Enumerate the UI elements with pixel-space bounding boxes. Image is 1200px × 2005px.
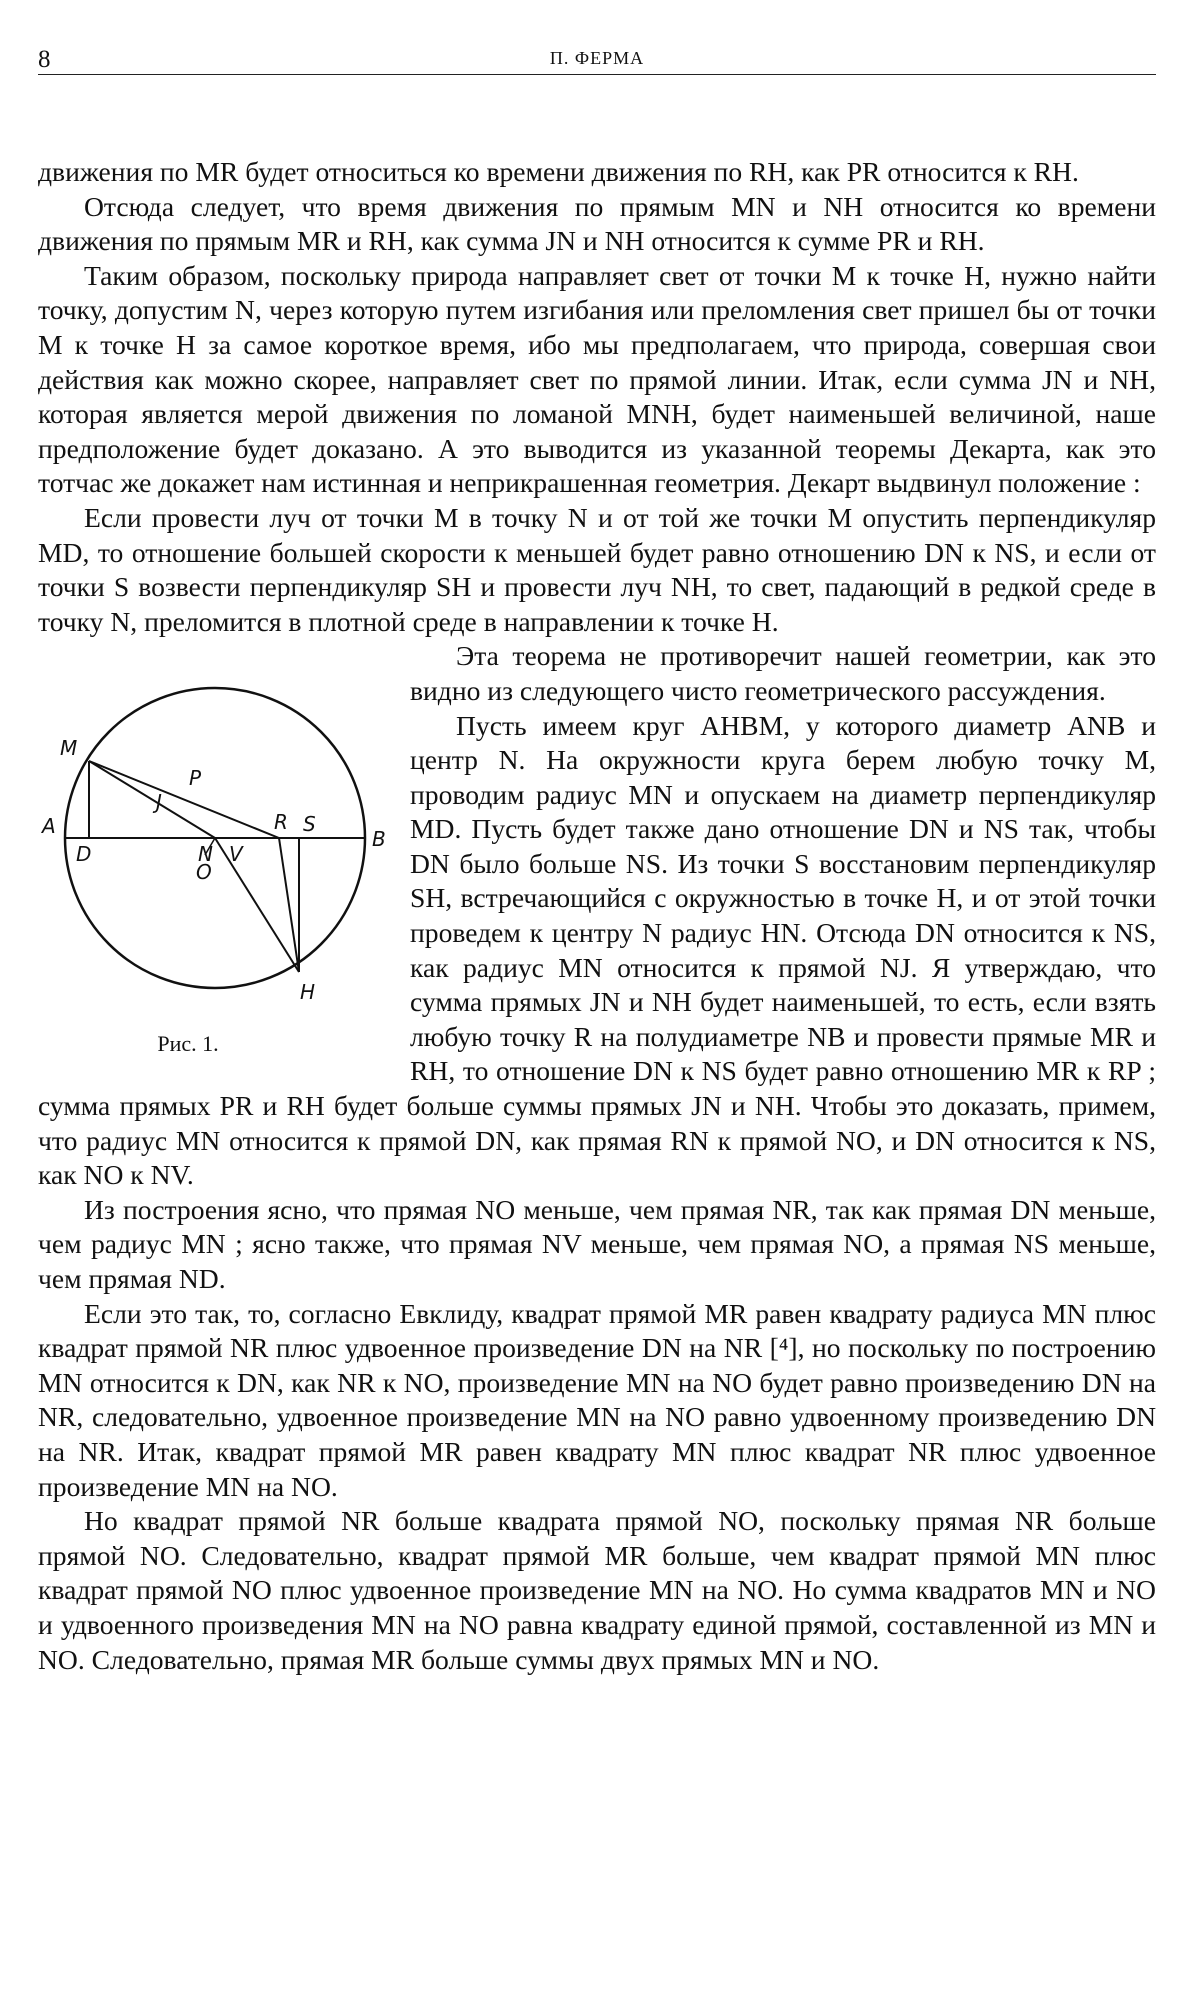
label-d: D (76, 842, 92, 867)
label-m: M (60, 736, 78, 761)
label-p: P (189, 766, 202, 791)
figure-1 (38, 643, 388, 1065)
figure-caption: Рис. 1. (157, 1031, 219, 1057)
page-body (38, 155, 1156, 1677)
label-o: O (196, 860, 212, 885)
page-header (38, 30, 1156, 75)
label-n: N (198, 842, 213, 867)
paragraph-3: Таким образом, поскольку природа направляет свет от точки M к точке H, нужно найти точку, допустим N, через которую путем изгибания или преломления свет пришел бы от точки M к точке H за самое короткое время, ибо мы предполагаем, что природа, совершая свои действия как можно скорее, направляет свет по прямой линии. Итак, если сумма JN и NH, которая является мерой движения по ломаной MNH, будет наименьшей величиной, наше предположение будет доказано. А это выводится из указанной теоремы Декарта, как это тотчас же докажет нам истинная и неприкрашенная геометрия. Декарт выдвинул положение : (38, 259, 1156, 499)
geometry-diagram (38, 643, 388, 1033)
paragraph-1: движения по MR будет относиться ко времени движения по RH, как PR относится к RH. (38, 156, 1079, 187)
label-v: V (229, 842, 243, 867)
paragraph-5: Эта теорема не противоречит нашей геометрии, как это видно из следующего чисто геометрического рассуждения. (410, 640, 1156, 706)
book-page (38, 30, 1156, 1677)
label-h: H (300, 980, 316, 1005)
paragraph-8: Если это так, то, согласно Евклиду, квадрат прямой MR равен квадрату радиуса MN плюс квадрат прямой NR плюс удвоенное произведение DN на NR [⁴], но поскольку по построению MN относится к DN, как NR к NO, произведение MN на NO будет равно произведению DN на NR, следовательно, удвоенное произведение MN на NO равно удвоенному произведению DN на NR. Итак, квадрат прямой MR равен квадрату MN плюс квадрат NR плюс удвоенное произведение MN на NO. (38, 1297, 1156, 1502)
running-title: П. ФЕРМА (549, 48, 645, 68)
page-number: 8 (38, 46, 51, 73)
line-rh (279, 838, 299, 972)
paragraph-6: Пусть имеем круг AHBM, у которого диаметр ANB и центр N. На окружности круга берем любую точку M, проводим радиус MN и опускаем на диаметр перпендикуляр MD. Пусть будет также дано отношение DN и NS так, чтобы DN было больше NS. Из точки S восстановим перпендикуляр SH, встречающийся с окружностью в точке H, и от этой точки проведем к центру N радиус HN. Отсюда DN относится к NS, как радиус MN относится к прямой NJ. Я утверждаю, что сумма прямых JN и NH будет наименьшей, то есть, если взять любую точку R на полудиаметре NB и провести прямые MR и RH, то отношение DN к NS будет равно отношению MR к RP ; сумма прямых PR и RH будет больше суммы прямых JN и NH. Чтобы это доказать, примем, что радиус MN относится к прямой DN, как прямая RN к прямой NO, и DN относится к NS, как NO к NV. (38, 709, 1156, 1191)
paragraph-2: Отсюда следует, что время движения по прямым MN и NH относится ко времени движения по прямым MR и RH, как сумма JN и NH относится к сумме PR и RH. (38, 190, 1156, 257)
label-s: S (303, 812, 316, 837)
label-j: J (156, 790, 162, 815)
paragraph-9: Но квадрат прямой NR больше квадрата прямой NO, поскольку прямая NR больше прямой NO. Следовательно, квадрат прямой MR больше, чем квадрат прямой MN плюс квадрат прямой NO плюс удвоенное произведение MN на NO. Но сумма квадратов MN и NO и удвоенного произведения MN на NO равна квадрату единой прямой, составленной из MN и NO. Следовательно, прямая MR больше суммы двух прямых MN и NO. (38, 1505, 1156, 1675)
line-mr (89, 761, 279, 838)
label-a: A (42, 814, 56, 839)
paragraph-4: Если провести луч от точки M в точку N и от той же точки M опустить перпендикуляр MD, то отношение большей скорости к меньшей будет равно отношению DN к NS, и если от точки S возвести перпендикуляр SH и провести луч NH, то свет, падающий в редкой среде в точку N, преломится в плотной среде в направлении к точке H. (38, 501, 1156, 637)
label-b: B (372, 827, 386, 852)
label-r: R (274, 810, 288, 835)
paragraph-7: Из построения ясно, что прямая NO меньше, чем прямая NR, так как прямая DN меньше, чем радиус MN ; ясно также, что прямая NV меньше, чем прямая NO, а прямая NS меньше, чем прямая ND. (38, 1193, 1156, 1294)
ray-nh (215, 838, 299, 972)
